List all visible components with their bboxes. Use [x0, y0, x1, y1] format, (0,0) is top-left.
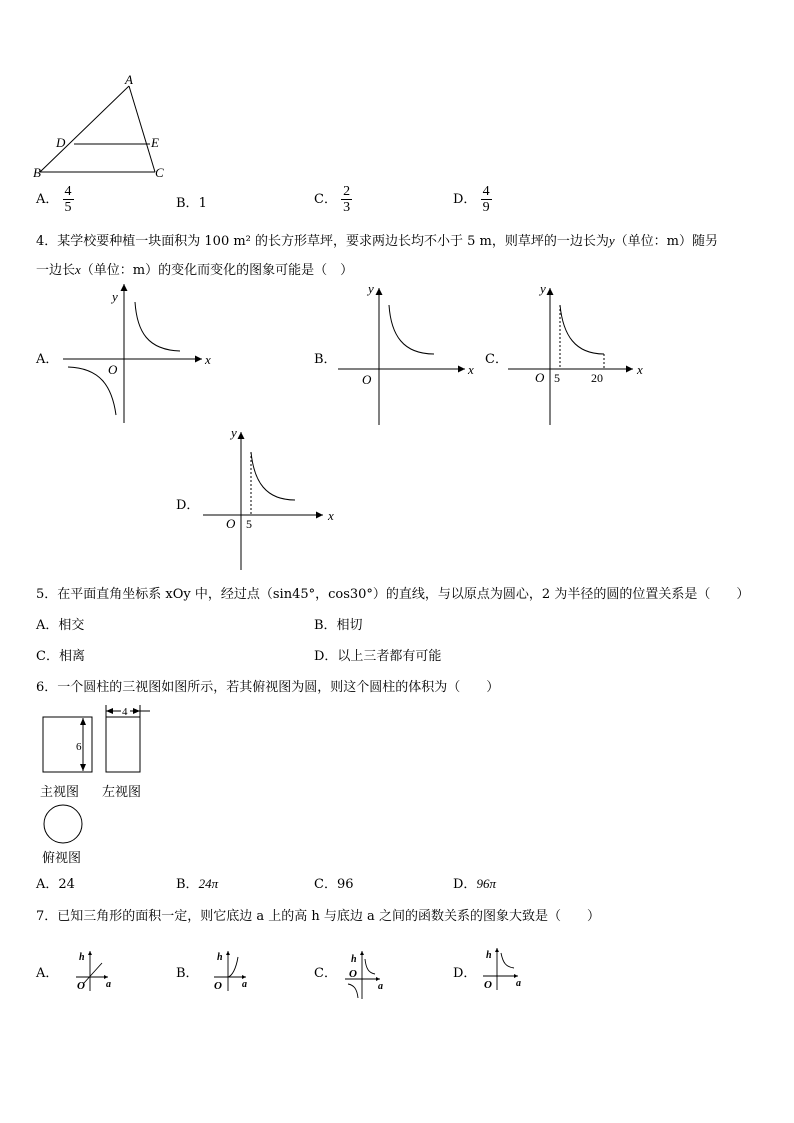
y-arrow-icon — [495, 948, 499, 952]
y-arrow-icon — [226, 951, 230, 955]
origin-label: O — [77, 980, 85, 992]
option-label: B． — [176, 196, 199, 211]
x-label: x — [637, 362, 643, 377]
a-label: a — [378, 981, 383, 992]
option-value: 24π — [198, 876, 219, 891]
x-arrow-icon — [195, 356, 202, 363]
fraction — [341, 184, 352, 215]
x-label: x — [468, 362, 474, 377]
curve-branch-2 — [348, 984, 358, 998]
option-label: A． — [36, 877, 59, 892]
curve — [501, 953, 514, 968]
q4-option-d[interactable]: D． — [176, 498, 200, 513]
q7-stem: 7．已知三角形的面积一定，则它底边 a 上的高 h 与底边 a 之间的函数关系的图象大致是（ ） — [36, 909, 600, 924]
curve — [560, 305, 604, 354]
numerator: 2 — [343, 184, 351, 199]
vertex-d-label: D — [56, 135, 66, 150]
triangle-figure — [30, 72, 180, 182]
q5-option-d[interactable]: D．以上三者都有可能 — [314, 649, 442, 664]
q6-option-a[interactable] — [36, 873, 75, 892]
side-ab — [40, 86, 129, 172]
q6-option-c[interactable] — [314, 873, 354, 892]
option-label: D． — [453, 877, 477, 892]
origin-label: O — [535, 370, 545, 385]
x-arrow-icon — [458, 366, 465, 373]
q4-graph-c — [505, 280, 655, 430]
a-label: a — [516, 978, 521, 989]
y-label: y — [368, 281, 374, 296]
y-arrow-icon — [238, 432, 245, 439]
q7-option-c[interactable]: C． — [314, 966, 337, 981]
a-label: a — [242, 979, 247, 990]
front-view-label: 主视图 — [40, 785, 80, 800]
left-view-label: 左视图 — [102, 785, 142, 800]
x-label: x — [205, 352, 211, 367]
q5-stem: 5．在平面直角坐标系 xOy 中，经过点（sin45°，cos30°）的直线，与以原点为圆心，2 为半径的圆的位置关系是（ ） — [36, 587, 750, 602]
q4-text: 一边长 — [36, 263, 76, 278]
origin-label: O — [349, 968, 357, 980]
tick-5-label: 5 — [246, 517, 252, 531]
width-arrow-left-icon — [106, 708, 113, 714]
q7-graph-d — [480, 943, 528, 995]
width-arrow-right-icon — [133, 708, 140, 714]
width-dimension-label: 4 — [122, 706, 128, 718]
x-label: x — [328, 508, 334, 523]
q5-option-a[interactable]: A．相交 — [36, 618, 85, 633]
q7-graph-c — [342, 947, 390, 1002]
fraction — [63, 184, 74, 215]
y-arrow-icon — [360, 951, 364, 955]
a-label: a — [106, 979, 111, 990]
option-value: 1 — [198, 196, 207, 211]
curve-branch-1 — [135, 302, 180, 351]
vertex-a-label: A — [125, 72, 133, 87]
vertex-b-label: B — [33, 165, 41, 180]
q6-option-b[interactable] — [176, 873, 218, 892]
q5-option-c[interactable]: C．相离 — [36, 649, 85, 664]
x-arrow-icon — [626, 366, 633, 373]
option-value: 96π — [476, 876, 496, 891]
denominator: 3 — [343, 200, 351, 215]
q3-option-d[interactable] — [453, 184, 492, 215]
q4-stem-line1 — [36, 230, 718, 249]
option-label: C． — [314, 192, 337, 207]
denominator: 9 — [482, 200, 490, 215]
q4-graph-d — [200, 424, 350, 574]
q7-option-b[interactable]: B． — [176, 966, 199, 981]
origin-label: O — [108, 362, 118, 377]
var-x: x — [75, 262, 81, 277]
h-label: h — [79, 952, 85, 963]
q4-text-end: （单位：m）随另 — [614, 234, 718, 249]
line-graph — [84, 963, 102, 983]
x-arrow-icon — [316, 512, 323, 519]
option-value: 96 — [336, 877, 354, 892]
vertex-e-label: E — [151, 135, 159, 150]
y-label: y — [540, 281, 546, 296]
numerator: 4 — [64, 184, 72, 199]
h-label: h — [351, 954, 357, 965]
q3-option-b[interactable] — [176, 192, 207, 211]
origin-label: O — [362, 372, 372, 387]
var-y: y — [608, 233, 615, 248]
origin-label: O — [484, 979, 492, 991]
tick-20-label: 20 — [591, 371, 603, 385]
curve — [251, 452, 295, 500]
q4-text-end: （单位：m）的变化而变化的图象可能是（ ） — [80, 263, 354, 278]
q7-graph-b — [210, 945, 255, 995]
height-arrow-down-icon — [80, 764, 86, 771]
fraction — [481, 184, 492, 215]
y-arrow-icon — [376, 288, 383, 295]
numerator: 4 — [482, 184, 490, 199]
option-label: A． — [36, 192, 59, 207]
q7-option-d[interactable]: D． — [453, 966, 477, 981]
q4-stem-line2 — [36, 259, 353, 278]
q4-option-b[interactable]: B． — [314, 352, 337, 367]
y-label: y — [231, 425, 237, 440]
height-arrow-up-icon — [80, 718, 86, 725]
height-dimension-label: 6 — [76, 741, 82, 753]
vertex-c-label: C — [155, 165, 164, 180]
option-label: D． — [453, 192, 477, 207]
origin-label: O — [226, 516, 236, 531]
q4-graph-a — [60, 280, 220, 425]
q6-option-d[interactable] — [453, 873, 496, 892]
q3-option-c[interactable] — [314, 184, 352, 215]
y-arrow-icon — [121, 284, 128, 291]
tick-5-label: 5 — [554, 371, 560, 385]
curve — [389, 305, 434, 354]
y-label: y — [112, 289, 118, 304]
y-arrow-icon — [547, 288, 554, 295]
option-label: C． — [314, 877, 337, 892]
y-arrow-icon — [88, 951, 92, 955]
curve — [228, 957, 238, 977]
side-ac — [129, 86, 155, 172]
top-view-label: 俯视图 — [42, 851, 82, 866]
q5-option-b[interactable]: B．相切 — [314, 618, 363, 633]
h-label: h — [486, 950, 492, 961]
top-view-circle — [44, 805, 82, 843]
q6-stem: 6．一个圆柱的三视图如图所示，若其俯视图为圆，则这个圆柱的体积为（ ） — [36, 680, 500, 695]
q3-option-a[interactable] — [36, 184, 74, 215]
q4-option-a[interactable]: A． — [36, 352, 59, 367]
left-view-rect — [106, 717, 140, 772]
q7-option-a[interactable]: A． — [36, 966, 59, 981]
h-label: h — [217, 952, 223, 963]
origin-label: O — [214, 980, 222, 992]
option-value: 24 — [58, 877, 75, 892]
q4-graph-b — [335, 280, 485, 430]
q7-graph-a — [72, 945, 117, 995]
front-view-rect — [43, 717, 92, 772]
denominator: 5 — [64, 200, 72, 215]
q4-option-c[interactable]: C． — [485, 352, 508, 367]
option-label: B． — [176, 877, 199, 892]
curve-branch-1 — [365, 959, 375, 974]
q4-text: 4．某学校要种植一块面积为 100 m² 的长方形草坪，要求两边长均不小于 5 m，则草坪的一边长为 — [36, 234, 609, 249]
